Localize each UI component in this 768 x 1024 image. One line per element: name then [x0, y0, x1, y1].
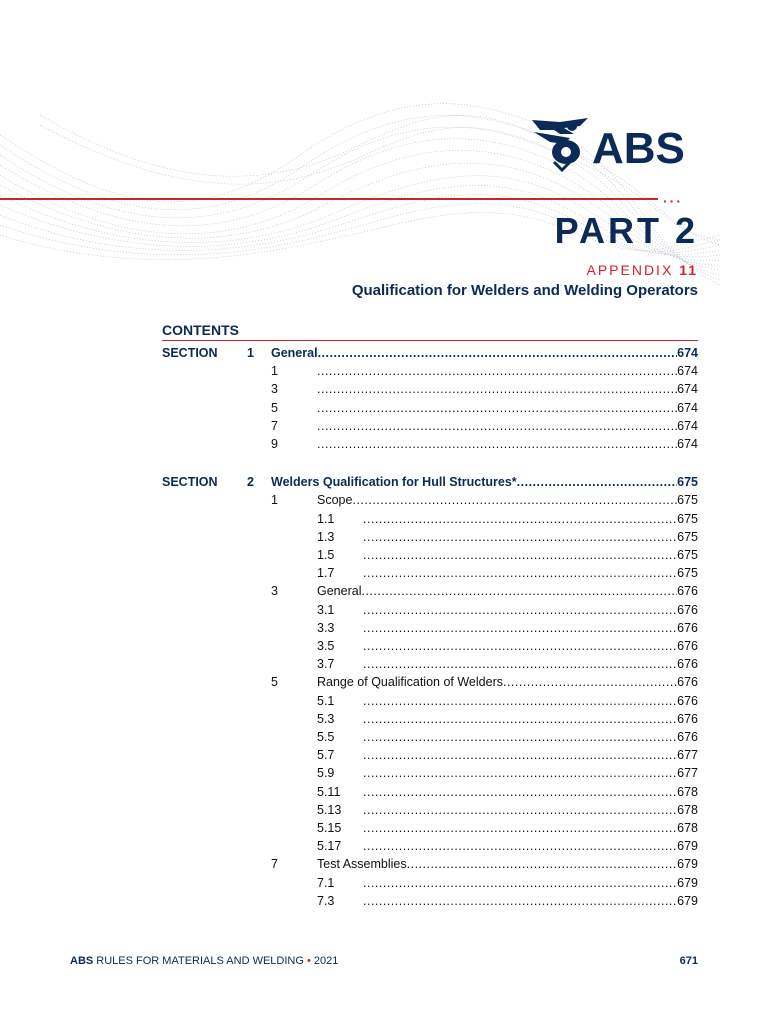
dot-leader: [318, 344, 678, 362]
toc-item-row: [0, 855, 768, 873]
dot-leader: [363, 819, 677, 837]
toc-subitem-row: [0, 710, 768, 728]
toc-item-page: 676: [677, 675, 698, 690]
dot-leader: [317, 362, 677, 380]
toc-item-row: [0, 362, 768, 380]
toc-item-title: General: [317, 584, 362, 599]
toc-subitem-page: 678: [677, 821, 698, 835]
toc-subitem-number: 5.3: [317, 711, 335, 726]
toc-item-number: 1: [271, 364, 278, 379]
toc-subitem-row: [0, 619, 768, 637]
toc-item-entry: [317, 380, 698, 398]
part-title: PART 2: [554, 210, 698, 251]
toc-subitem-number: 5.15: [317, 821, 342, 835]
toc-item-page: 674: [677, 400, 698, 415]
dot-leader: [361, 582, 677, 600]
dot-leader: [363, 710, 677, 728]
toc-item-number: 9: [271, 437, 278, 451]
toc-item-entry: [317, 417, 698, 435]
toc-subitem-number: 3.5: [317, 639, 335, 653]
footer-rules-title: RULES FOR MATERIALS AND WELDING: [96, 955, 304, 967]
toc-section-entry: [271, 473, 698, 491]
dot-leader: [363, 764, 677, 782]
toc-item-page: 674: [677, 437, 698, 451]
toc-item-title: Scope: [317, 493, 353, 508]
toc-item-row: [0, 673, 768, 691]
dot-leader: [317, 380, 677, 398]
toc-subitem-number: 7.3: [317, 893, 335, 908]
toc-subitem-entry: [363, 601, 698, 619]
contents-divider: [162, 340, 698, 341]
toc-item-page: 676: [677, 584, 698, 599]
section-number: 1: [247, 346, 254, 360]
toc-section-row: [0, 344, 768, 362]
toc-item-page: 675: [677, 493, 698, 508]
section-label: SECTION: [162, 475, 218, 490]
toc-subitem-number: 5.1: [317, 693, 335, 708]
eagle-logo-icon: [530, 112, 592, 174]
toc-item-number: 1: [271, 493, 278, 508]
toc-subitem-entry: [363, 510, 698, 528]
toc-item-number: 7: [271, 857, 278, 872]
toc-item-number: 3: [271, 382, 278, 397]
toc-item-row: [0, 399, 768, 417]
toc-subitem-page: 675: [677, 529, 698, 544]
toc-item-entry: [317, 399, 698, 417]
toc-subitem-row: [0, 837, 768, 855]
logo-text: ABS: [592, 124, 685, 173]
dot-leader: [317, 435, 677, 453]
toc-subitem-number: 5.11: [317, 784, 341, 799]
dot-leader: [363, 619, 677, 637]
abs-logo: [530, 112, 700, 174]
dot-leader: [363, 546, 677, 564]
dot-leader: [363, 837, 677, 855]
toc-subitem-page: 676: [677, 639, 698, 653]
appendix-word: APPENDIX: [586, 262, 674, 278]
toc-subitem-row: [0, 528, 768, 546]
toc-subitem-entry: [363, 619, 698, 637]
document-subtitle: Qualification for Welders and Welding Operators: [351, 282, 698, 299]
toc-subitem-number: 3.7: [317, 657, 335, 672]
toc-item-entry: [317, 855, 698, 873]
toc-subitem-entry: [363, 564, 698, 582]
toc-item-number: 3: [271, 584, 278, 599]
toc-subitem-page: 676: [677, 620, 698, 635]
toc-subitem-row: [0, 746, 768, 764]
toc-item-entry: [317, 582, 698, 600]
toc-subitem-entry: [363, 528, 698, 546]
toc-item-page: 674: [677, 418, 698, 433]
toc-item-row: [0, 417, 768, 435]
toc-subitem-number: 5.17: [317, 839, 342, 854]
toc-subitem-page: 676: [677, 657, 698, 672]
appendix-number: 11: [679, 262, 698, 278]
toc-subitem-number: 7.1: [317, 875, 335, 890]
toc-subitem-number: 1.7: [317, 566, 335, 581]
toc-subitem-page: 675: [677, 566, 698, 581]
dot-leader: [363, 637, 677, 655]
dot-leader: [363, 655, 677, 673]
toc-subitem-entry: [363, 546, 698, 564]
toc-subitem-page: 679: [677, 875, 698, 890]
footer-year: 2021: [313, 955, 339, 967]
dot-leader: [363, 801, 677, 819]
toc-item-title: Test Assemblies: [317, 857, 407, 872]
toc-subitem-number: 1.3: [317, 529, 335, 544]
dot-leader: [317, 399, 677, 417]
toc-item-number: 5: [271, 400, 278, 415]
toc-subitem-number: 5.13: [317, 802, 342, 817]
toc-subitem-page: 676: [677, 693, 698, 708]
toc-subitem-page: 675: [677, 511, 698, 526]
toc-subitem-page: 676: [677, 602, 698, 617]
toc-subitem-row: [0, 510, 768, 528]
toc-subitem-entry: [363, 801, 698, 819]
toc-item-entry: [317, 491, 698, 509]
toc-item-page: 674: [677, 382, 698, 397]
toc-subitem-row: [0, 892, 768, 910]
toc-subitem-row: [0, 764, 768, 782]
dot-leader: [517, 473, 677, 491]
header-dots: ···: [663, 193, 683, 209]
toc-subitem-number: 1.5: [317, 548, 335, 562]
toc-section-page: 674: [677, 346, 698, 360]
dot-leader: [407, 855, 678, 873]
dot-leader: [363, 601, 677, 619]
toc-subitem-entry: [363, 783, 698, 801]
toc-subitem-number: 1.1: [317, 511, 335, 526]
footer-brand: ABS: [70, 955, 94, 967]
toc-item-row: [0, 380, 768, 398]
toc-section-page: 675: [677, 475, 698, 490]
toc-subitem-number: 5.9: [317, 766, 335, 781]
contents-heading: CONTENTS: [162, 322, 239, 338]
toc-subitem-row: [0, 819, 768, 837]
dot-leader: [363, 528, 677, 546]
dot-leader: [363, 692, 677, 710]
toc-item-title: Range of Qualification of Welders: [317, 675, 503, 690]
dot-leader: [352, 491, 677, 509]
toc-section-entry: [271, 344, 698, 362]
toc-item-row: [0, 582, 768, 600]
toc-subitem-row: [0, 692, 768, 710]
toc-item-page: 674: [677, 364, 698, 379]
toc-subitem-page: 676: [677, 711, 698, 726]
dot-leader: [363, 874, 677, 892]
toc-item-row: [0, 491, 768, 509]
toc-subitem-number: 3.3: [317, 620, 335, 635]
dot-leader: [503, 673, 677, 691]
toc-subitem-entry: [363, 637, 698, 655]
dot-leader: [363, 746, 677, 764]
toc-subitem-page: 676: [677, 730, 698, 744]
dot-leader: [363, 783, 677, 801]
toc-section-title: Welders Qualification for Hull Structures*: [271, 475, 517, 490]
toc-item-row: [0, 435, 768, 453]
header-divider: [0, 198, 658, 200]
dot-leader: [317, 417, 677, 435]
dot-leader: [363, 510, 677, 528]
toc-item-entry: [317, 673, 698, 691]
appendix-label: [586, 262, 698, 278]
toc-subitem-row: [0, 601, 768, 619]
toc-subitem-entry: [363, 655, 698, 673]
toc-section-title: General: [271, 346, 318, 360]
toc-subitem-entry: [363, 746, 698, 764]
dot-leader: [363, 728, 677, 746]
section-label: SECTION: [162, 346, 218, 360]
section-number: 2: [247, 475, 254, 490]
toc-subitem-entry: [363, 837, 698, 855]
toc-subitem-entry: [363, 728, 698, 746]
toc-subitem-entry: [363, 892, 698, 910]
toc-subitem-page: 677: [677, 748, 698, 763]
toc-subitem-page: 675: [677, 548, 698, 562]
toc-subitem-page: 678: [677, 802, 698, 817]
toc-subitem-page: 679: [677, 893, 698, 908]
toc-subitem-number: 5.5: [317, 730, 335, 744]
toc-subitem-row: [0, 728, 768, 746]
toc-subitem-number: 3.1: [317, 602, 335, 617]
toc-section-row: [0, 473, 768, 491]
toc-subitem-row: [0, 637, 768, 655]
toc-subitem-row: [0, 564, 768, 582]
page-number: 671: [679, 955, 698, 967]
toc-subitem-row: [0, 783, 768, 801]
dot-leader: [363, 564, 677, 582]
toc-subitem-row: [0, 546, 768, 564]
footer-title: [70, 955, 338, 967]
toc-subitem-entry: [363, 710, 698, 728]
toc-item-entry: [317, 362, 698, 380]
toc-subitem-page: 677: [677, 766, 698, 781]
toc-item-entry: [317, 435, 698, 453]
toc-subitem-entry: [363, 764, 698, 782]
toc-subitem-entry: [363, 819, 698, 837]
toc-item-number: 5: [271, 675, 278, 690]
toc-item-number: 7: [271, 418, 278, 433]
toc-subitem-row: [0, 655, 768, 673]
dot-leader: [363, 892, 677, 910]
toc-subitem-row: [0, 801, 768, 819]
toc-subitem-row: [0, 874, 768, 892]
footer-bullet: •: [306, 955, 311, 967]
toc-subitem-entry: [363, 874, 698, 892]
toc-subitem-number: 5.7: [317, 748, 335, 763]
toc-subitem-entry: [363, 692, 698, 710]
toc-item-page: 679: [677, 857, 698, 872]
toc-subitem-page: 679: [677, 839, 698, 854]
toc-subitem-page: 678: [677, 784, 698, 799]
